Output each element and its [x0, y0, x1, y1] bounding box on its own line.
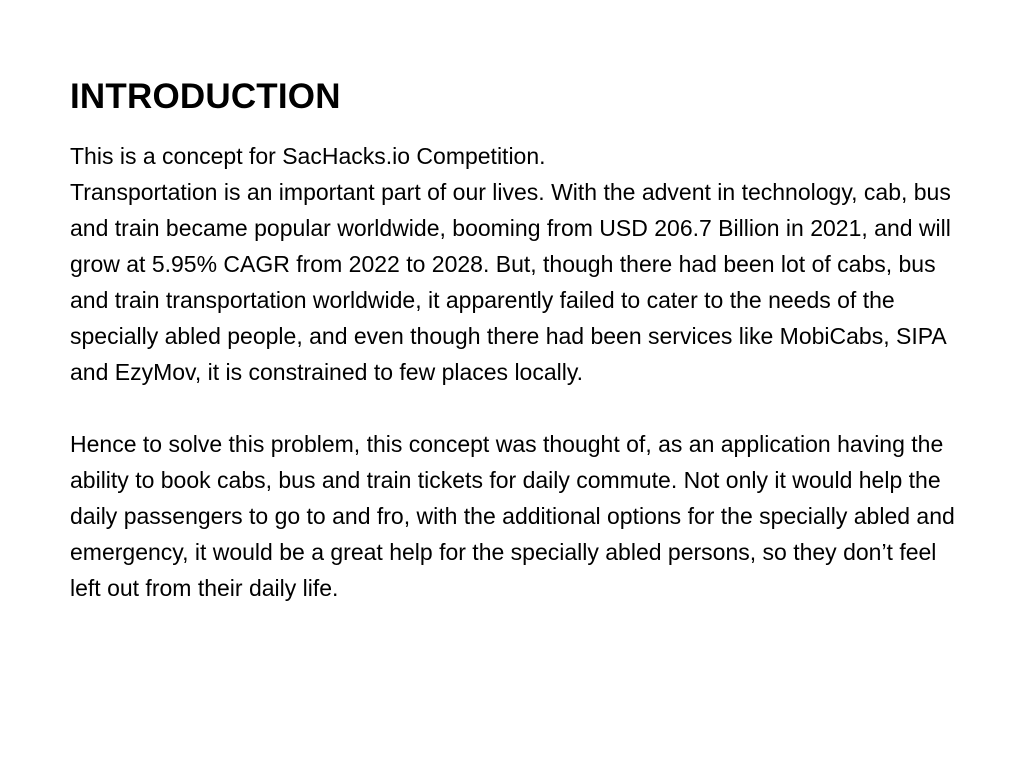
intro-paragraph: This is a concept for SacHacks.io Competition. Transportation is an important part of our lives. With the advent in technology, cab, bus and train became popular worldwide, booming from USD 206.7 Billion in 2021, and will grow at 5.95% CAGR from 2022 to 2028. But, though there had been lot of cabs, bus and train transportation worldwide, it apparently failed to cater to the needs of the specially abled people, and even though there had been services like MobiCabs, SIPA and EzyMov, it is constrained to few places locally.	[70, 143, 951, 385]
document-page	[70, 74, 960, 606]
page-title: INTRODUCTION	[70, 77, 341, 116]
solution-paragraph: Hence to solve this problem, this concept was thought of, as an application having the ability to book cabs, bus and train tickets for daily commute. Not only it would help the daily passengers to go to and fro, with the additional options for the specially abled and emergency, it would be a great help for the specially abled persons, so they don’t feel left out from their daily life.	[70, 431, 955, 601]
